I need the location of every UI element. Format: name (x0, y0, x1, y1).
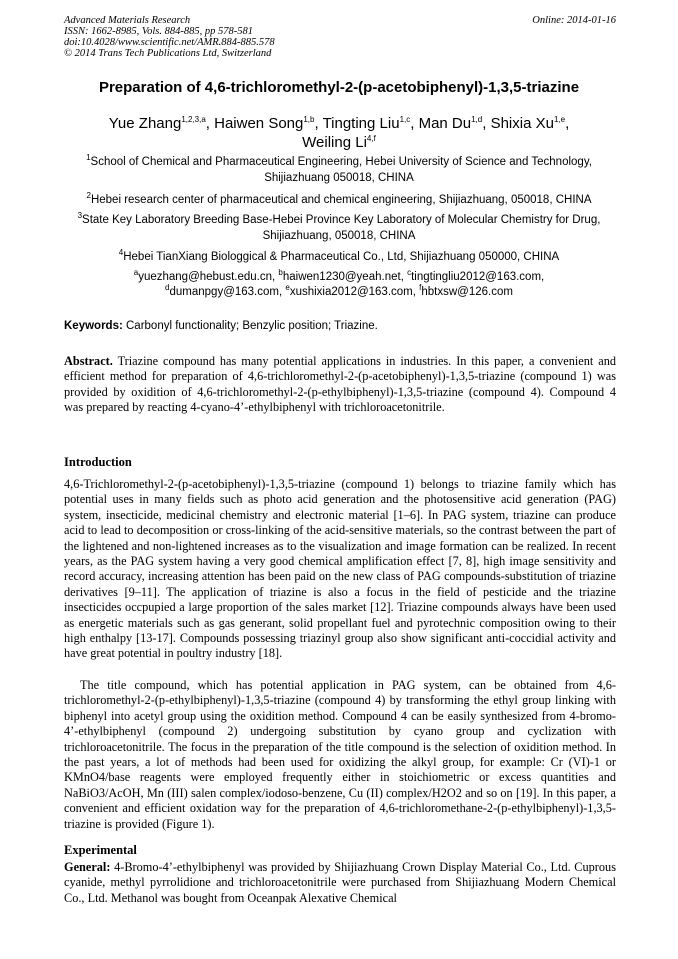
intro-paragraph-2: The title compound, which has potential application in PAG system, can be obtained from 4,6-trichloromethyl-2-(p-ethylbiphenyl)-1,3,5-triazine (compound 4) by transforming the ethyl group linking with biphenyl into acetyl group using the oxidition method. Compound 4 can be easily synthesized from 4-bromo-4’-ethylbiphenyl (compound 2) undergoing substitution by cyano group and cyclization with trichloroacetonitrile. The focus in the preparation of the title compound is the selection of oxidition method. In the past years, a lot of methods had been used for oxidizing the alkyl group, for example: Cr (VI)-1 or KMnO4/base reagents were employed frequently either in stoichiometric or excess quantities and NaBiO3/AcOH, Mn (III) salen complex/iodoso-benzene, Cu (II) complex/H2O2 and so on [19]. In this paper, a convenient and efficient oxidation way for the preparation of 4,6-trichloromethane-2-(p-ethylbiphenyl)-1,3,5-triazine is provided (Figure 1). (64, 678, 616, 831)
abstract-label: Abstract. (64, 354, 113, 368)
email: $^e$xushixia2012@163.com, (285, 283, 420, 298)
author: Yue Zhang$^{1,2,3,a}$, (108, 115, 215, 132)
general-paragraph (64, 860, 616, 906)
affiliation: $^3$State Key Laboratory Breeding Base-Hebei Province Key Laboratory of Molecular Chemistry for Drug, Shijiazhuang, 050018, CHINA (77, 211, 601, 242)
journal-name: Advanced Materials Research (64, 15, 191, 26)
author: Haiwen Song$^{1,b}$, (214, 115, 323, 132)
email-list (55, 270, 623, 300)
author: Man Du$^{1,d}$, (418, 115, 491, 132)
section-heading-introduction: Introduction (64, 455, 132, 469)
keywords-label: Keywords: (64, 320, 123, 332)
email: $^b$haiwen1230@yeah.net, (278, 268, 408, 283)
abstract (64, 354, 616, 416)
general-text: 4-Bromo-4’-ethylbiphenyl was provided by Shijiazhuang Crown Display Material Co., Ltd. Cuprous cyanide, methyl pyrrolidione and trichloroacetonitrile were purchased from Shijiazhuang Modern Chemical Co., Ltd. Methanol was bought from Oceanpak Alexative Chemical (64, 860, 616, 905)
affiliation: $^2$Hebei research center of pharmaceutical and chemical engineering, Shijiazhuang, 050018, CHINA (86, 191, 592, 206)
issn-line: ISSN: 1662-8985, Vols. 884-885, pp 578-581 (64, 26, 253, 37)
section-heading-experimental: Experimental (64, 843, 137, 857)
author-list (70, 114, 608, 152)
paper-title: Preparation of 4,6-trichloromethyl-2-(p-acetobiphenyl)-1,3,5-triazine (98, 79, 580, 96)
affiliation: $^4$Hebei TianXiang Biologgical & Pharmaceutical Co., Ltd, Shijiazhuang 050000, CHINA (118, 248, 560, 263)
intro-paragraph-1: 4,6-Trichloromethyl-2-(p-acetobiphenyl)-1,3,5-triazine (compound 1) belongs to triazine family which has potential uses in many fields such as photo acid generation and the photosensitive acid generation (PAG) system, insecticide, medicinal chemistry and electronic material [1–6]. In PAG system, triazine can produce acid to lead to decomposition or cross-linking of the acid-sensitive materials, so the contrast between the part of the lightened and non-lightened increases as to the visualization and image formation can be realized. In recent years, as the PAG system having a very good chemical amplification effect [7, 8], high image sensitivity and record accuracy, increasing attention has been paid on the new class of PAG compounds-substitution of triazine derivatives [9–11]. The application of triazine is also a focus in the field of pesticide and the triazine insecticides occpupied a large proportion of the sales market [12]. Triazine compounds always have been used as energetic materials such as gas generant, solid propellant fuel and pyrotechnic composition owing to their high enthalpy [13-17]. Compounds possessing triazinyl group also show significant anti-coccidial activity and have great potential in poultry industry [18]. (64, 477, 616, 661)
email: $^c$tingtingliu2012@163.com, (407, 268, 545, 283)
general-label: General: (64, 860, 111, 874)
journal-info (64, 15, 275, 59)
author: Tingting Liu$^{1,c}$, (322, 115, 419, 132)
abstract-text: Triazine compound has many potential applications in industries. In this paper, a convenient and efficient method for preparation of 4,6-trichloromethyl-2-(p-acetobiphenyl)-1,3,5-triazine (compound 1) was provided by oxidition of 4,6-trichloromethyl-2-(p-ethylbiphenyl)-1,3,5-triazine (compound 4). Compound 4 was prepared by reacting 4-cyano-4’-ethylbiphenyl with trichloroacetonitrile. (64, 354, 616, 415)
affiliation: $^1$School of Chemical and Pharmaceutical Engineering, Hebei University of Science and Technology, Shijiazhuang 050018, CHINA (86, 153, 592, 184)
email: $^d$dumanpgy@163.com, (165, 283, 286, 298)
copyright-line: © 2014 Trans Tech Publications Ltd, Switzerland (64, 48, 272, 59)
author: Weiling Li$^{4,f}$ (302, 134, 376, 151)
email: $^a$yuezhang@hebust.edu.cn, (133, 268, 279, 283)
keywords-text: Carbonyl functionality; Benzylic position; Triazine. (126, 320, 378, 332)
doi-line: doi:10.4028/www.scientific.net/AMR.884-885.578 (64, 37, 275, 48)
email: $^f$hbtxsw@126.com (419, 283, 513, 298)
online-date: Online: 2014-01-16 (532, 15, 616, 26)
author: Shixia Xu$^{1,e}$, (490, 115, 570, 132)
keywords (64, 320, 616, 332)
